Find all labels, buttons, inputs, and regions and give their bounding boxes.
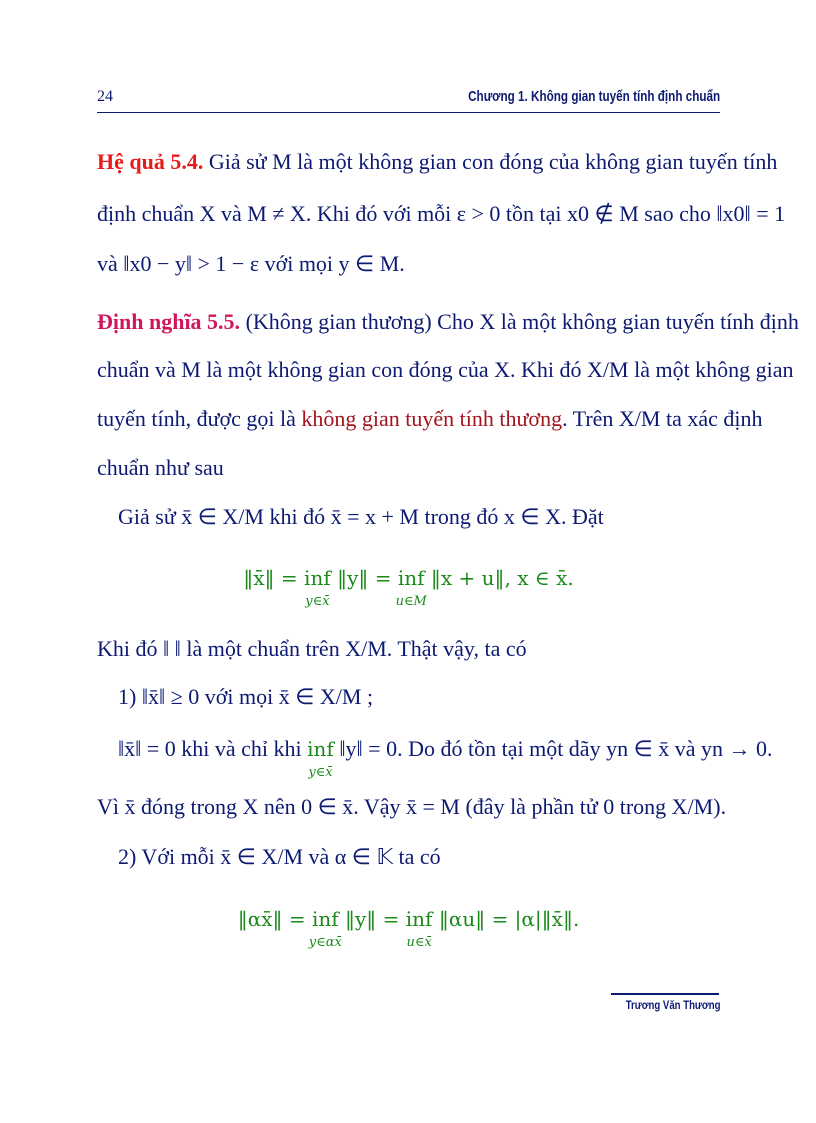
item-2: 2) Với mỗi x̄ ∈ X/M và α ∈ 𝕂 ta có xyxy=(118,844,441,869)
chapter-title: Chương 1. Không gian tuyến tính định chuẩn xyxy=(467,88,720,105)
closed-line: Vì x̄ đóng trong X nên 0 ∈ x̄. Vậy x̄ = M (đây là phần tử 0 trong X/M). xyxy=(97,794,727,819)
definition-line-4: chuẩn như sau xyxy=(97,455,224,480)
formula1-mid: ‖y‖ = xyxy=(330,566,398,590)
formula2-right: ‖αu‖ = |α|‖x̄‖. xyxy=(432,907,580,931)
item-1b xyxy=(118,733,773,780)
inf-word-3: inf xyxy=(307,737,334,761)
definition-text-3b: . Trên X/M ta xác định xyxy=(562,406,763,431)
corollary-label: Hệ quả 5.4. xyxy=(97,149,204,174)
author-name: Trương Văn Thương xyxy=(625,998,720,1012)
definition-text-1: (Không gian thương) Cho X là một không gian tuyến tính định xyxy=(245,309,799,334)
inf-operator-3 xyxy=(307,733,334,780)
inf-subscript-2: u∈M xyxy=(395,594,427,609)
formula-quotient-norm xyxy=(97,562,720,609)
item1b-pre: ‖x̄‖ = 0 khi và chỉ khi xyxy=(118,736,308,761)
formula2-left: ‖αx̄‖ = xyxy=(237,907,312,931)
inf-subscript-3: y∈x̄ xyxy=(308,765,333,780)
inf-subscript-1: y∈x̄ xyxy=(305,594,330,609)
inf-word-1: inf xyxy=(304,566,331,590)
inf-operator-5 xyxy=(405,903,433,950)
item-1: 1) ‖x̄‖ ≥ 0 với mọi x̄ ∈ X/M ; xyxy=(118,684,374,709)
corollary-line-2: định chuẩn X và M ≠ X. Khi đó với mỗi ε > 0 tồn tại x0 ∉ M sao cho ‖x0‖ = 1 xyxy=(97,201,786,226)
definition-text-3a: tuyến tính, được gọi là xyxy=(97,406,296,431)
footer-rule xyxy=(611,993,719,995)
inf-subscript-5: u∈x̄ xyxy=(406,935,432,950)
inf-word-4: inf xyxy=(311,907,339,931)
definition-line-1 xyxy=(97,306,799,338)
inf-operator-4 xyxy=(308,903,342,950)
inf-operator-1 xyxy=(304,562,331,609)
item1b-post: ‖y‖ = 0. Do đó tồn tại một dãy yn ∈ x̄ và yn → 0. xyxy=(333,736,773,761)
header-rule xyxy=(97,112,720,113)
inf-word-5: inf xyxy=(405,907,433,931)
page-number: 24 xyxy=(97,88,113,105)
definition-line-2: chuẩn và M là một không gian con đóng của X. Khi đó X/M là một không gian xyxy=(97,357,794,382)
definition-line-3 xyxy=(97,403,763,435)
formula1-right: ‖x + u‖, x ∈ x̄. xyxy=(424,566,574,590)
inf-word-2: inf xyxy=(397,566,425,590)
corollary-line-1 xyxy=(97,146,778,178)
definition-term: không gian tuyến tính thương xyxy=(301,406,563,431)
corollary-text-1: Giả sử M là một không gian con đóng của không gian tuyến tính xyxy=(208,149,778,174)
definition-label: Định nghĩa 5.5. xyxy=(97,309,241,334)
inf-subscript-4: y∈αx̄ xyxy=(308,935,342,950)
formula2-mid: ‖y‖ = xyxy=(338,907,406,931)
inf-operator-2 xyxy=(395,562,427,609)
norm-claim-line: Khi đó ‖ ‖ là một chuẩn trên X/M. Thật vậy, ta có xyxy=(97,636,527,661)
formula-scalar-norm xyxy=(97,903,720,950)
suppose-line: Giả sử x̄ ∈ X/M khi đó x̄ = x + M trong đó x ∈ X. Đặt xyxy=(118,504,604,529)
corollary-line-3: và ‖x0 − y‖ > 1 − ε với mọi y ∈ M. xyxy=(97,251,405,276)
formula1-left: ‖x̄‖ = xyxy=(243,566,305,590)
